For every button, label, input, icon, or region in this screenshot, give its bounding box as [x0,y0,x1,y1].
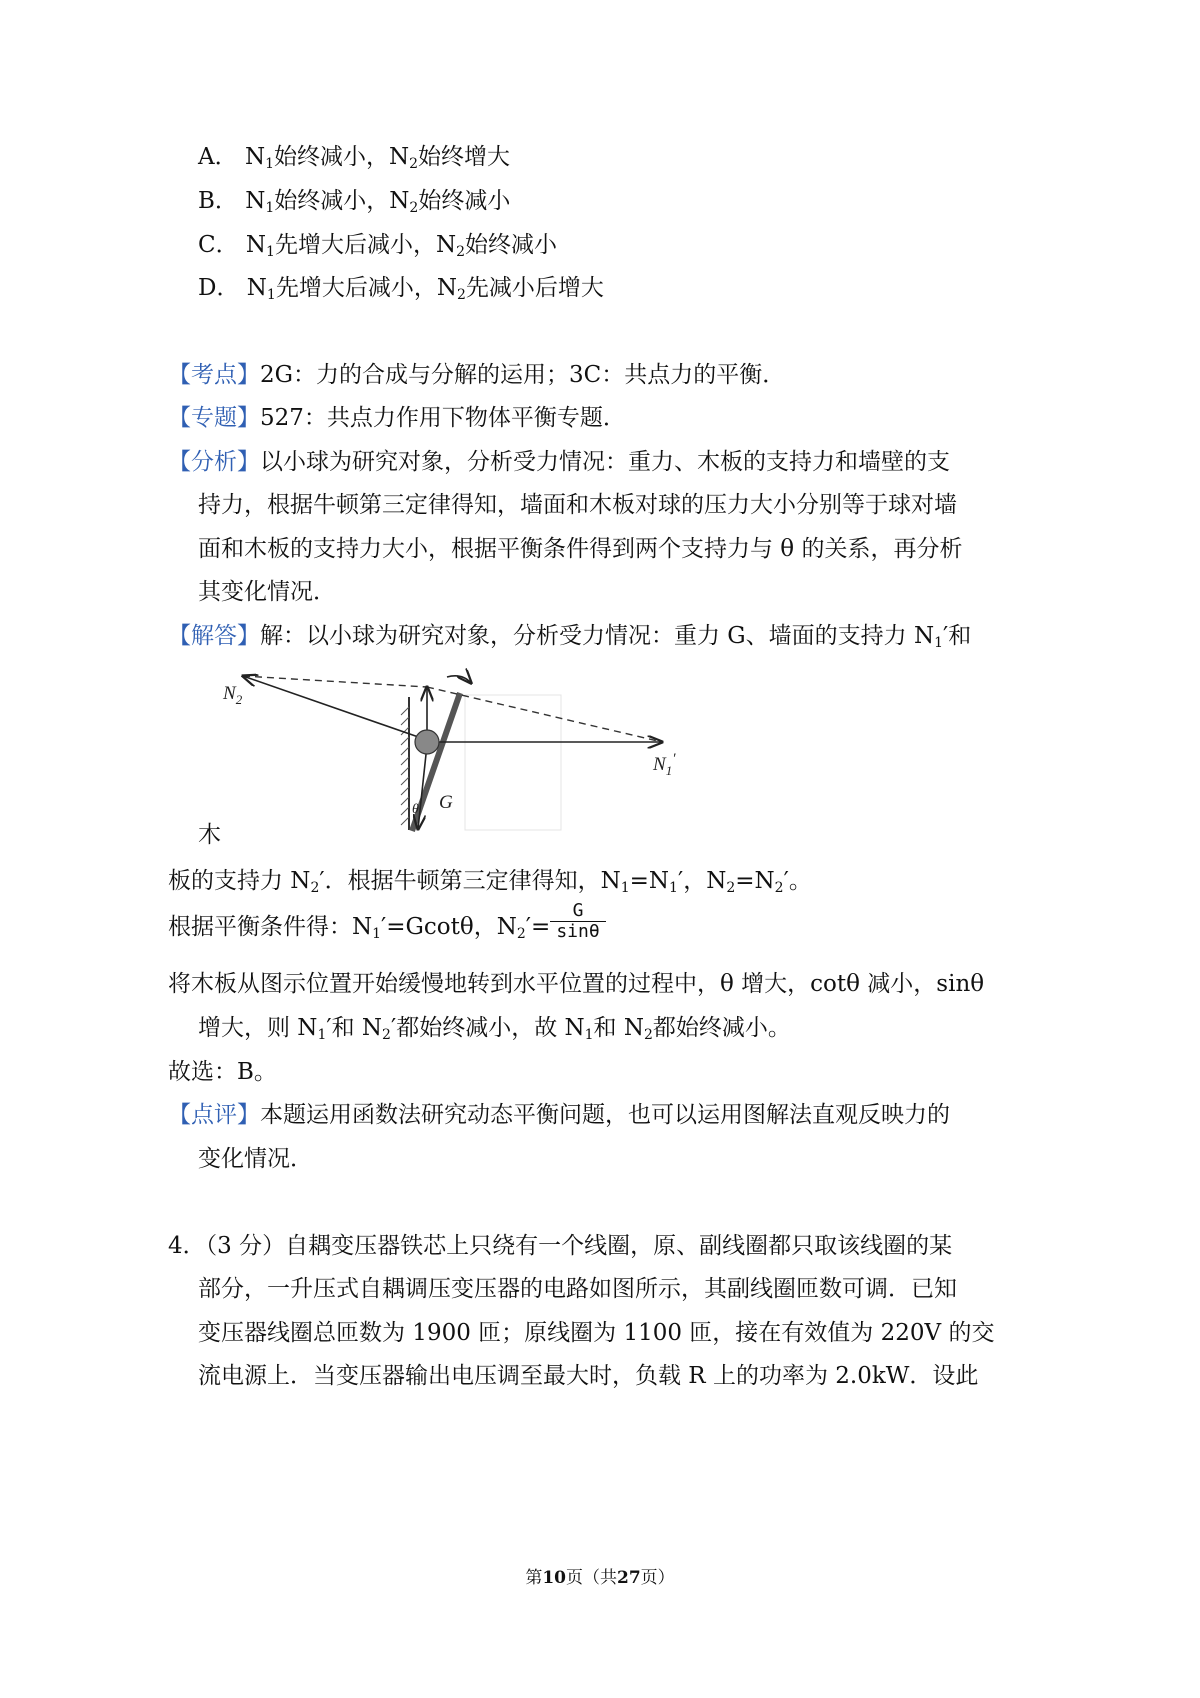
wall-hatching [401,707,409,825]
option-c: C． $N_1$先增大后减小，$N_2$始终减小 [198,232,558,260]
dianping-line-1: 【点评】本题运用函数法研究动态平衡问题，也可以运用图解法直观反映力的 [168,1102,950,1128]
question4-line-2: 部分，一升压式自耦调压变压器的电路如图所示，其副线圈匝数可调．已知 [198,1276,957,1302]
zhuanti-text: 527：共点力作用下物体平衡专题． [260,405,626,431]
jieda-line-4: 将木板从图示位置开始缓慢地转到水平位置的过程中，θ 增大，cotθ 减小，sinθ [168,971,985,997]
wood-char: 木 [198,822,221,848]
jieda-line-2: 板的支持力 $N_2'$．根据牛顿第三定律得知，$N_1=N_1'$，$N_2=N_2'$。 [168,868,812,896]
answer-line: 故选：B。 [168,1059,277,1085]
kaodian-tag: 【考点】 [168,362,260,388]
fenxi-tag: 【分析】 [168,449,260,475]
jieda-line-1: 【解答】解：以小球为研究对象，分析受力情况：重力 G、墙面的支持力 $N_1'$和 [168,623,972,651]
option-d: D． $N_1$先增大后减小，$N_2$先减小后增大 [198,275,604,303]
ball [415,730,439,754]
question4-line-1: 4．（3 分）自耦变压器铁芯上只绕有一个线圈，原、副线圈都只取该线圈的某 [168,1233,953,1259]
fraction-g-over-sin: $\frac{G}{\sin\theta}$ [550,901,605,942]
fenxi-line-3: 面和木板的支持力大小，根据平衡条件得到两个支持力与 θ 的关系，再分析 [198,536,963,562]
question4-line-4: 流电源上．当变压器输出电压调至最大时，负载 R 上的功率为 2.0kW．设此 [198,1363,979,1389]
label-theta: θ [412,802,419,817]
question4-line-3: 变压器线圈总匝数为 1900 匝；原线圈为 1100 匝，接在有效值为 220V 的交 [198,1320,995,1346]
label-n1-prime: $N_1'$ [653,751,676,778]
option-a: A． $N_1$始终减小，$N_2$始终增大 [198,144,511,172]
zhuanti-section [168,403,626,433]
dianping-tag: 【点评】 [168,1102,260,1128]
label-n2: $N_2$ [223,683,243,707]
jieda-tag: 【解答】 [168,623,260,649]
fenxi-line-2: 持力，根据牛顿第三定律得知，墙面和木板对球的压力大小分别等于球对墙 [198,492,957,518]
fenxi-line-4: 其变化情况． [198,579,336,605]
kaodian-text: 2G：力的合成与分解的运用；3C：共点力的平衡． [260,362,786,388]
label-g: G [439,792,453,813]
rotation-arrow [447,676,471,683]
fenxi-line-1: 【分析】以小球为研究对象，分析受力情况：重力、木板的支持力和墙壁的支 [168,449,950,475]
jieda-line-5: 增大，则 $N_1'$和 $N_2'$都始终减小，故 $N_1$和 $N_2$都始终减小。 [198,1015,791,1043]
page-footer: 第10页（共27页） [525,1568,675,1588]
kaodian-section [168,360,785,390]
option-b: B． $N_1$始终减小，$N_2$始终减小 [198,188,511,216]
zhuanti-tag: 【专题】 [168,405,260,431]
dianping-line-2: 变化情况． [198,1146,313,1172]
jieda-line-3: 根据平衡条件得：$N_1'=Gcot\theta$，$N_2'=$ $\frac{G}{\sin\theta}$ [168,912,606,949]
